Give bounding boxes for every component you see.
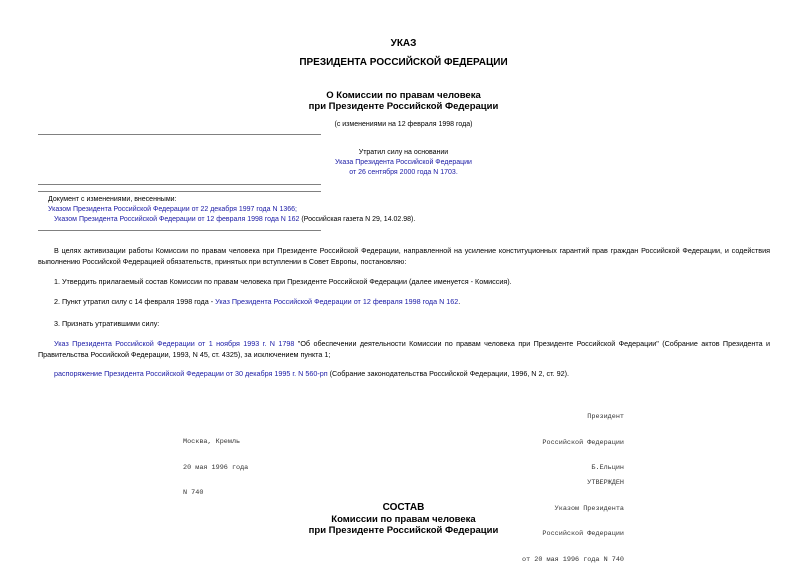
amendment-link-162[interactable]: Указом Президента Российской Федерации от 12 февраля 1998 года N 162	[54, 216, 300, 223]
signature-name: Б.Ельцин	[591, 464, 624, 472]
place: Москва, Кремль	[183, 438, 241, 446]
divider	[38, 230, 321, 231]
point-3: 3. Признать утратившими силу:	[54, 319, 160, 328]
amendments-intro: Документ с изменениями, внесенными:	[48, 196, 177, 203]
point-2-link[interactable]: Указ Президента Российской Федерации от 12 февраля 1998 года N 162	[215, 297, 459, 306]
signature-title: Президент	[587, 413, 624, 421]
repealed-item-1-text: "Об обеспечении деятельности Комиссии по правам человека при Президенте Российской Федерации" (Собрание актов Президента и Правительства Российской Федерации, 1993, N 45, ст. 4325), за исключением пункта 1;	[38, 339, 771, 359]
point-1: 1. Утвердить прилагаемый состав Комиссии по правам человека при Президенте Российской Федерации (далее именуется - Комиссия).	[54, 277, 512, 286]
repeal-decree-link[interactable]: Указа Президента Российской Федерации	[335, 159, 472, 166]
divider	[38, 184, 321, 185]
document-subject-line2: при Президенте Российской Федерации	[308, 101, 499, 112]
document-issuer: ПРЕЗИДЕНТА РОССИЙСКОЙ ФЕДЕРАЦИИ	[299, 57, 508, 68]
repealed-order-560-link[interactable]: распоряжение Президента Российской Федерации от 30 декабря 1995 г. N 560-рп	[54, 369, 328, 378]
amendment-source: (Российская газета N 29, 14.02.98).	[299, 216, 416, 223]
approval-country: Российской Федерации	[542, 530, 624, 538]
approval-by: Указом Президента	[554, 504, 624, 513]
approval-date: от 20 мая 1996 года N 740	[522, 555, 624, 564]
repeal-notice-text: Утратил силу на основании	[358, 149, 449, 156]
composition-subtitle-line1: Комиссии по правам человека	[331, 514, 476, 525]
document-type-title: УКАЗ	[390, 38, 417, 49]
document-subject-line1: О Комиссии по правам человека	[326, 90, 481, 101]
amendment-note: (с изменениями на 12 февраля 1998 года)	[334, 121, 473, 128]
point-2-text: 2. Пункт утратил силу с 14 февраля 1998 года -	[54, 297, 216, 306]
repealed-item-2-text: (Собрание законодательства Российской Федерации, 1996, N 2, ст. 92).	[327, 369, 569, 378]
decree-number: N 740	[183, 489, 204, 497]
point-2-end: .	[458, 297, 461, 306]
repealed-item-1	[38, 338, 770, 360]
approval-status: УТВЕРЖДЕН	[587, 479, 624, 487]
repeal-decree-link-date[interactable]: от 26 сентября 2000 года N 1703.	[349, 169, 458, 176]
divider	[38, 191, 321, 192]
preamble-paragraph: В целях активизации работы Комиссии по правам человека при Президенте Российской Федерации, направленной на усиление конституционных гарантий прав граждан Российской Федерации, и содействия выполнению Российской Федерацией обязательств, принятых при вступлении в Совет Европы, постановляю:	[38, 246, 770, 266]
composition-subtitle-line2: при Президенте Российской Федерации	[308, 525, 499, 536]
point-2	[38, 296, 770, 307]
divider	[38, 134, 321, 135]
composition-title: СОСТАВ	[382, 502, 425, 513]
signature-country: Российской Федерации	[542, 438, 624, 447]
repealed-decree-1798-link[interactable]: Указ Президента Российской Федерации от 1 ноября 1993 г. N 1798	[54, 339, 295, 348]
place-date-block	[183, 421, 248, 506]
repealed-item-2	[38, 368, 770, 379]
amendment-link-1366[interactable]: Указом Президента Российской Федерации от 22 декабря 1997 года N 1366;	[48, 206, 297, 213]
date: 20 мая 1996 года	[183, 463, 249, 472]
